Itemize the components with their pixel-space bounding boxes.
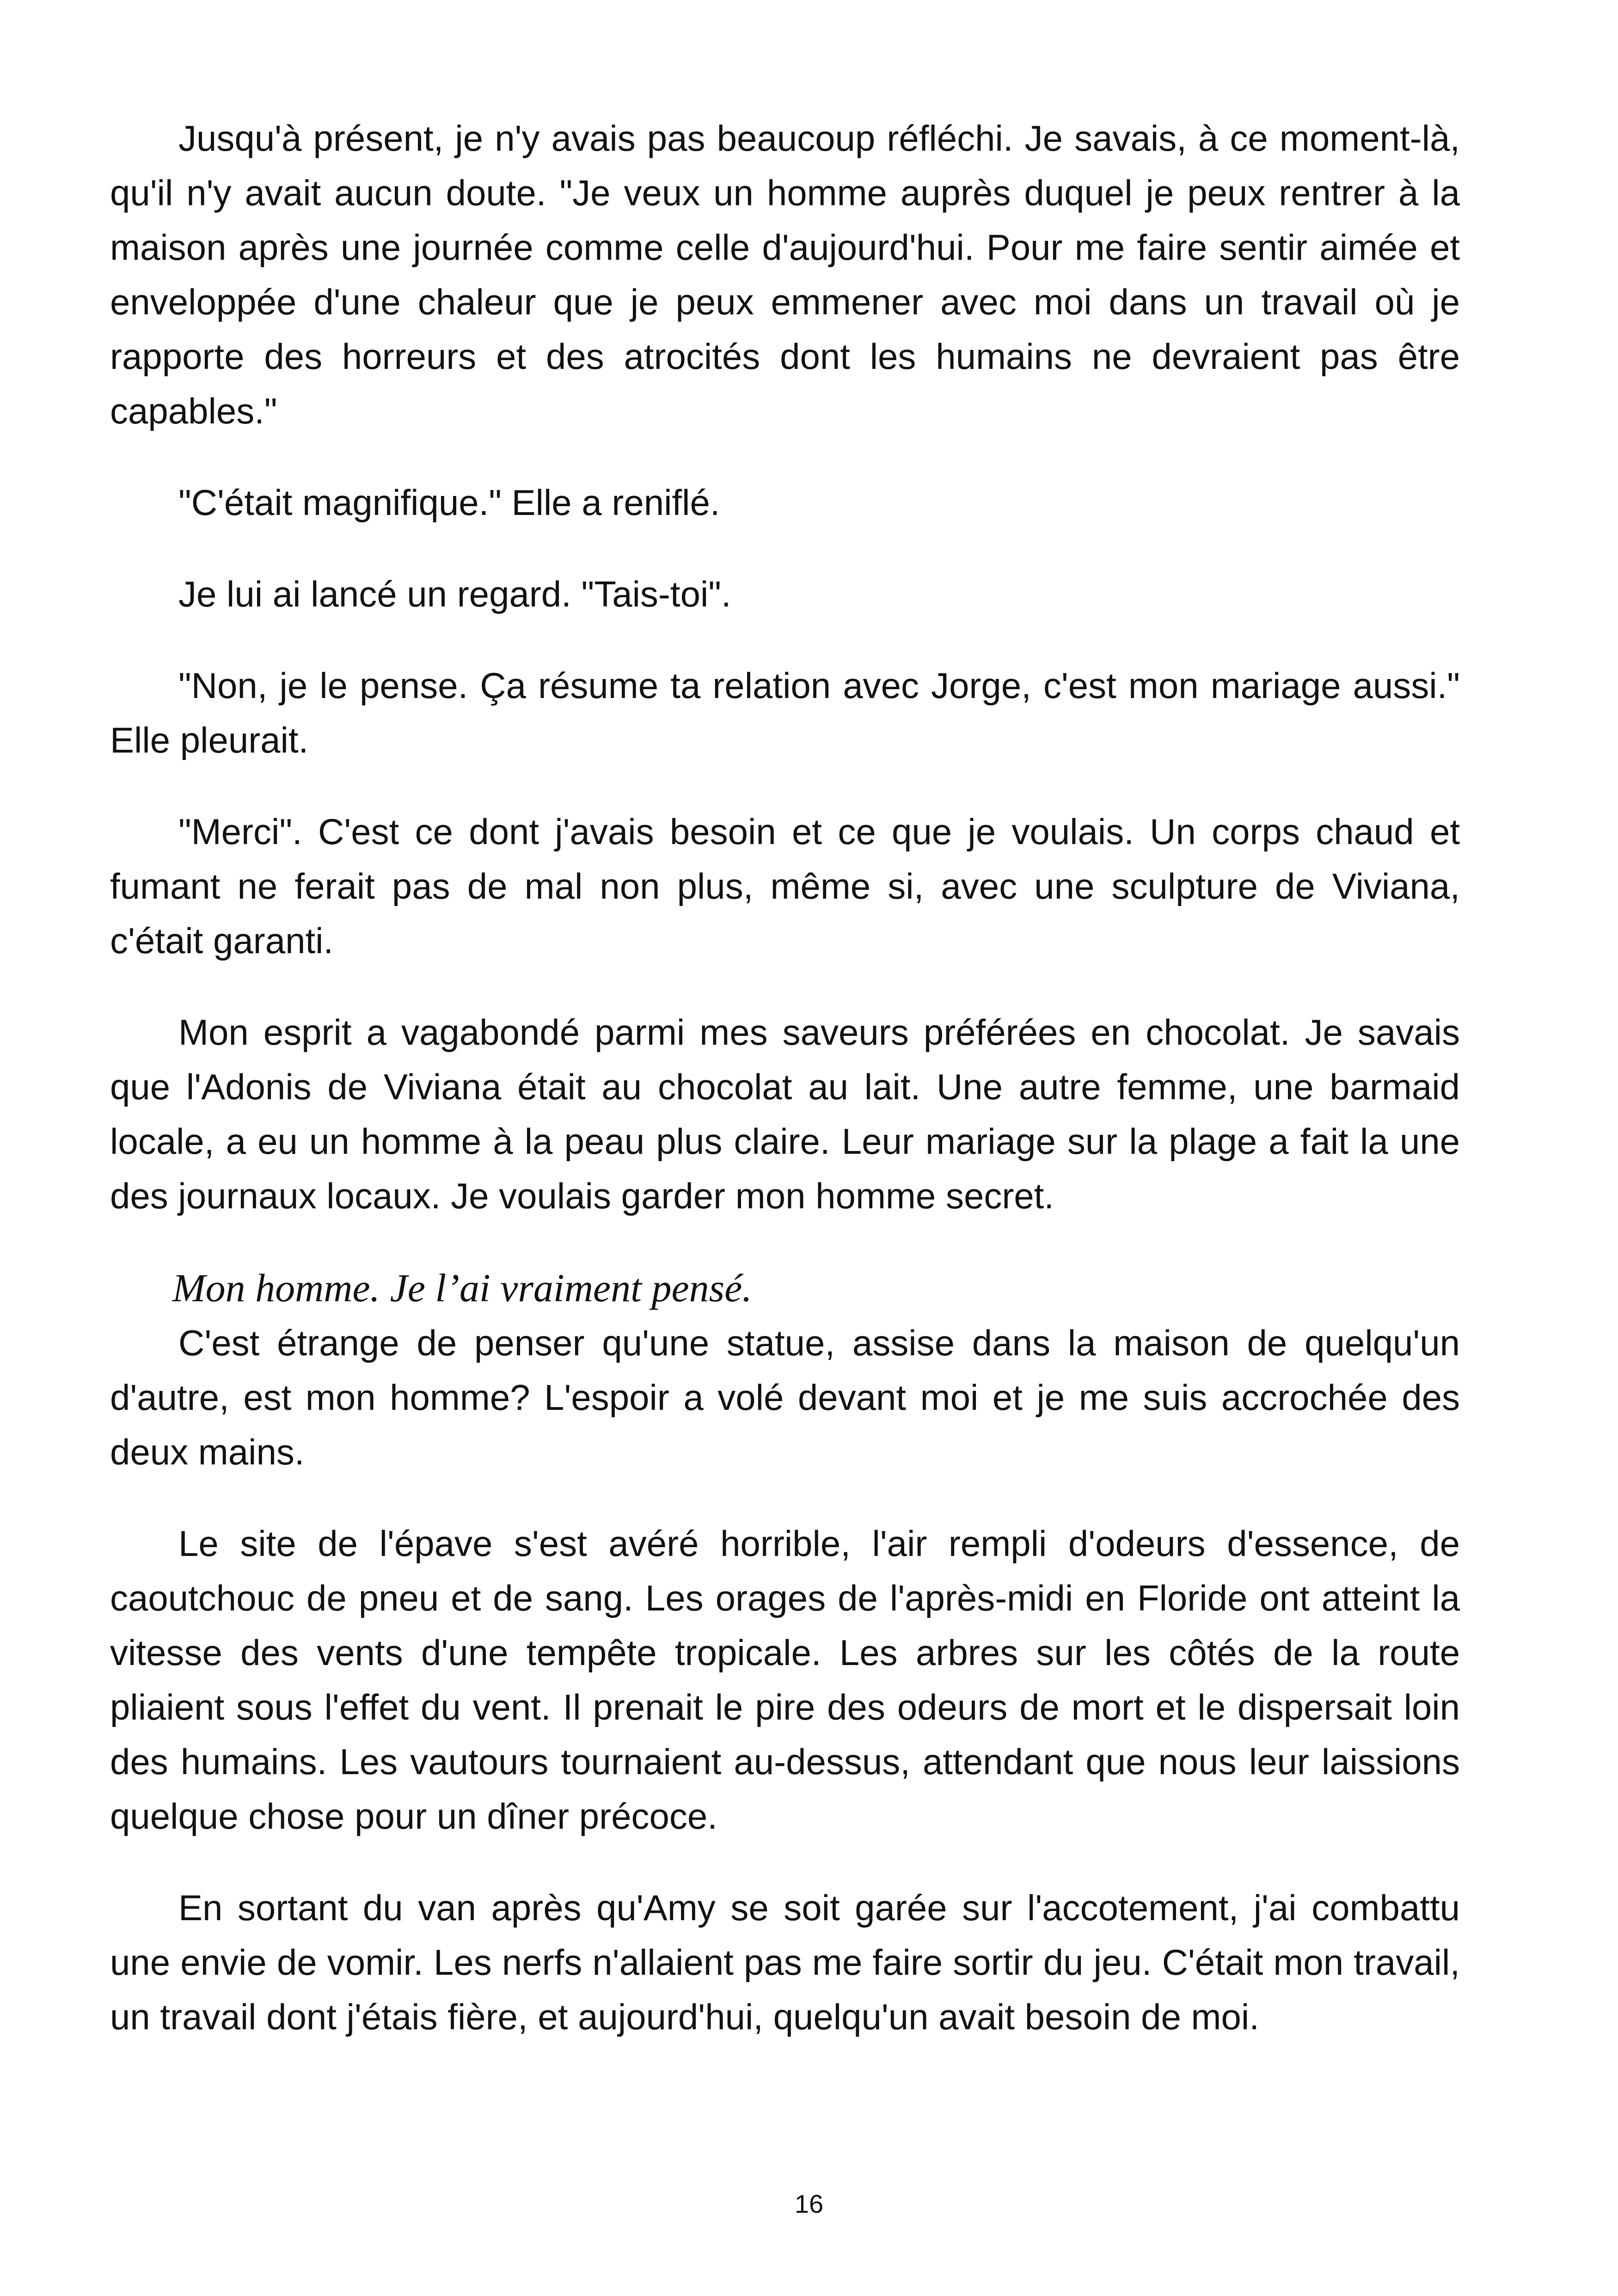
body-text — [110, 111, 1460, 2044]
paragraph-4: "Non, je le pense. Ça résume ta relation avec Jorge, c'est mon mariage aussi." Elle pleurait. — [110, 665, 1460, 760]
paragraph-9: En sortant du van après qu'Amy se soit garée sur l'accotement, j'ai combattu une envie de vomir. Les nerfs n'allaient pas me faire sortir du jeu. C'était mon travail, un travail dont j'étais fière, et aujourd'hui, quelqu'un avait besoin de moi. — [110, 1887, 1460, 2037]
paragraph-7: C'est étrange de penser qu'une statue, assise dans la maison de quelqu'un d'autre, est mon homme? L'espoir a volé devant moi et je me suis accrochée des deux mains. — [110, 1322, 1460, 1472]
paragraph-3: Je lui ai lancé un regard. "Tais-toi". — [178, 574, 731, 614]
paragraph-6: Mon esprit a vagabondé parmi mes saveurs préférées en chocolat. Je savais que l'Adonis de Viviana était au chocolat au lait. Une autre femme, une barmaid locale, a eu un homme à la peau plus claire. Leur mariage sur la plage a fait la une des journaux locaux. Je voulais garder mon homme secret. — [110, 1012, 1460, 1216]
paragraph-2: "C'était magnifique." Elle a reniflé. — [178, 482, 720, 523]
paragraph-1: Jusqu'à présent, je n'y avais pas beaucoup réfléchi. Je savais, à ce moment-là, qu'il n'y avait aucun doute. "Je veux un homme auprès duquel je peux rentrer à la maison après une journée comme celle d'aujourd'hui. Pour me faire sentir aimée et enveloppée d'une chaleur que je peux emmener avec moi dans un travail où je rapporte des horreurs et des atrocités dont les humains ne devraient pas être capables." — [110, 118, 1460, 431]
paragraph-5: "Merci". C'est ce dont j'avais besoin et ce que je voulais. Un corps chaud et fumant ne ferait pas de mal non plus, même si, avec une sculpture de Viviana, c'était garanti. — [110, 811, 1460, 961]
paragraph-8: Le site de l'épave s'est avéré horrible, l'air rempli d'odeurs d'essence, de caoutchouc de pneu et de sang. Les orages de l'après-midi en Floride ont atteint la vitesse des vents d'une tempête tropicale. Les arbres sur les côtés de la route pliaient sous l'effet du vent. Il prenait le pire des odeurs de mort et le dispersait loin des humains. Les vautours tournaient au-dessus, attendant que nous leur laissions quelque chose pour un dîner précoce. — [110, 1523, 1460, 1837]
italic-thought-line: Mon homme. Je l’ai vraiment pensé. — [172, 1266, 752, 1310]
page-number: 16 — [794, 2189, 824, 2218]
